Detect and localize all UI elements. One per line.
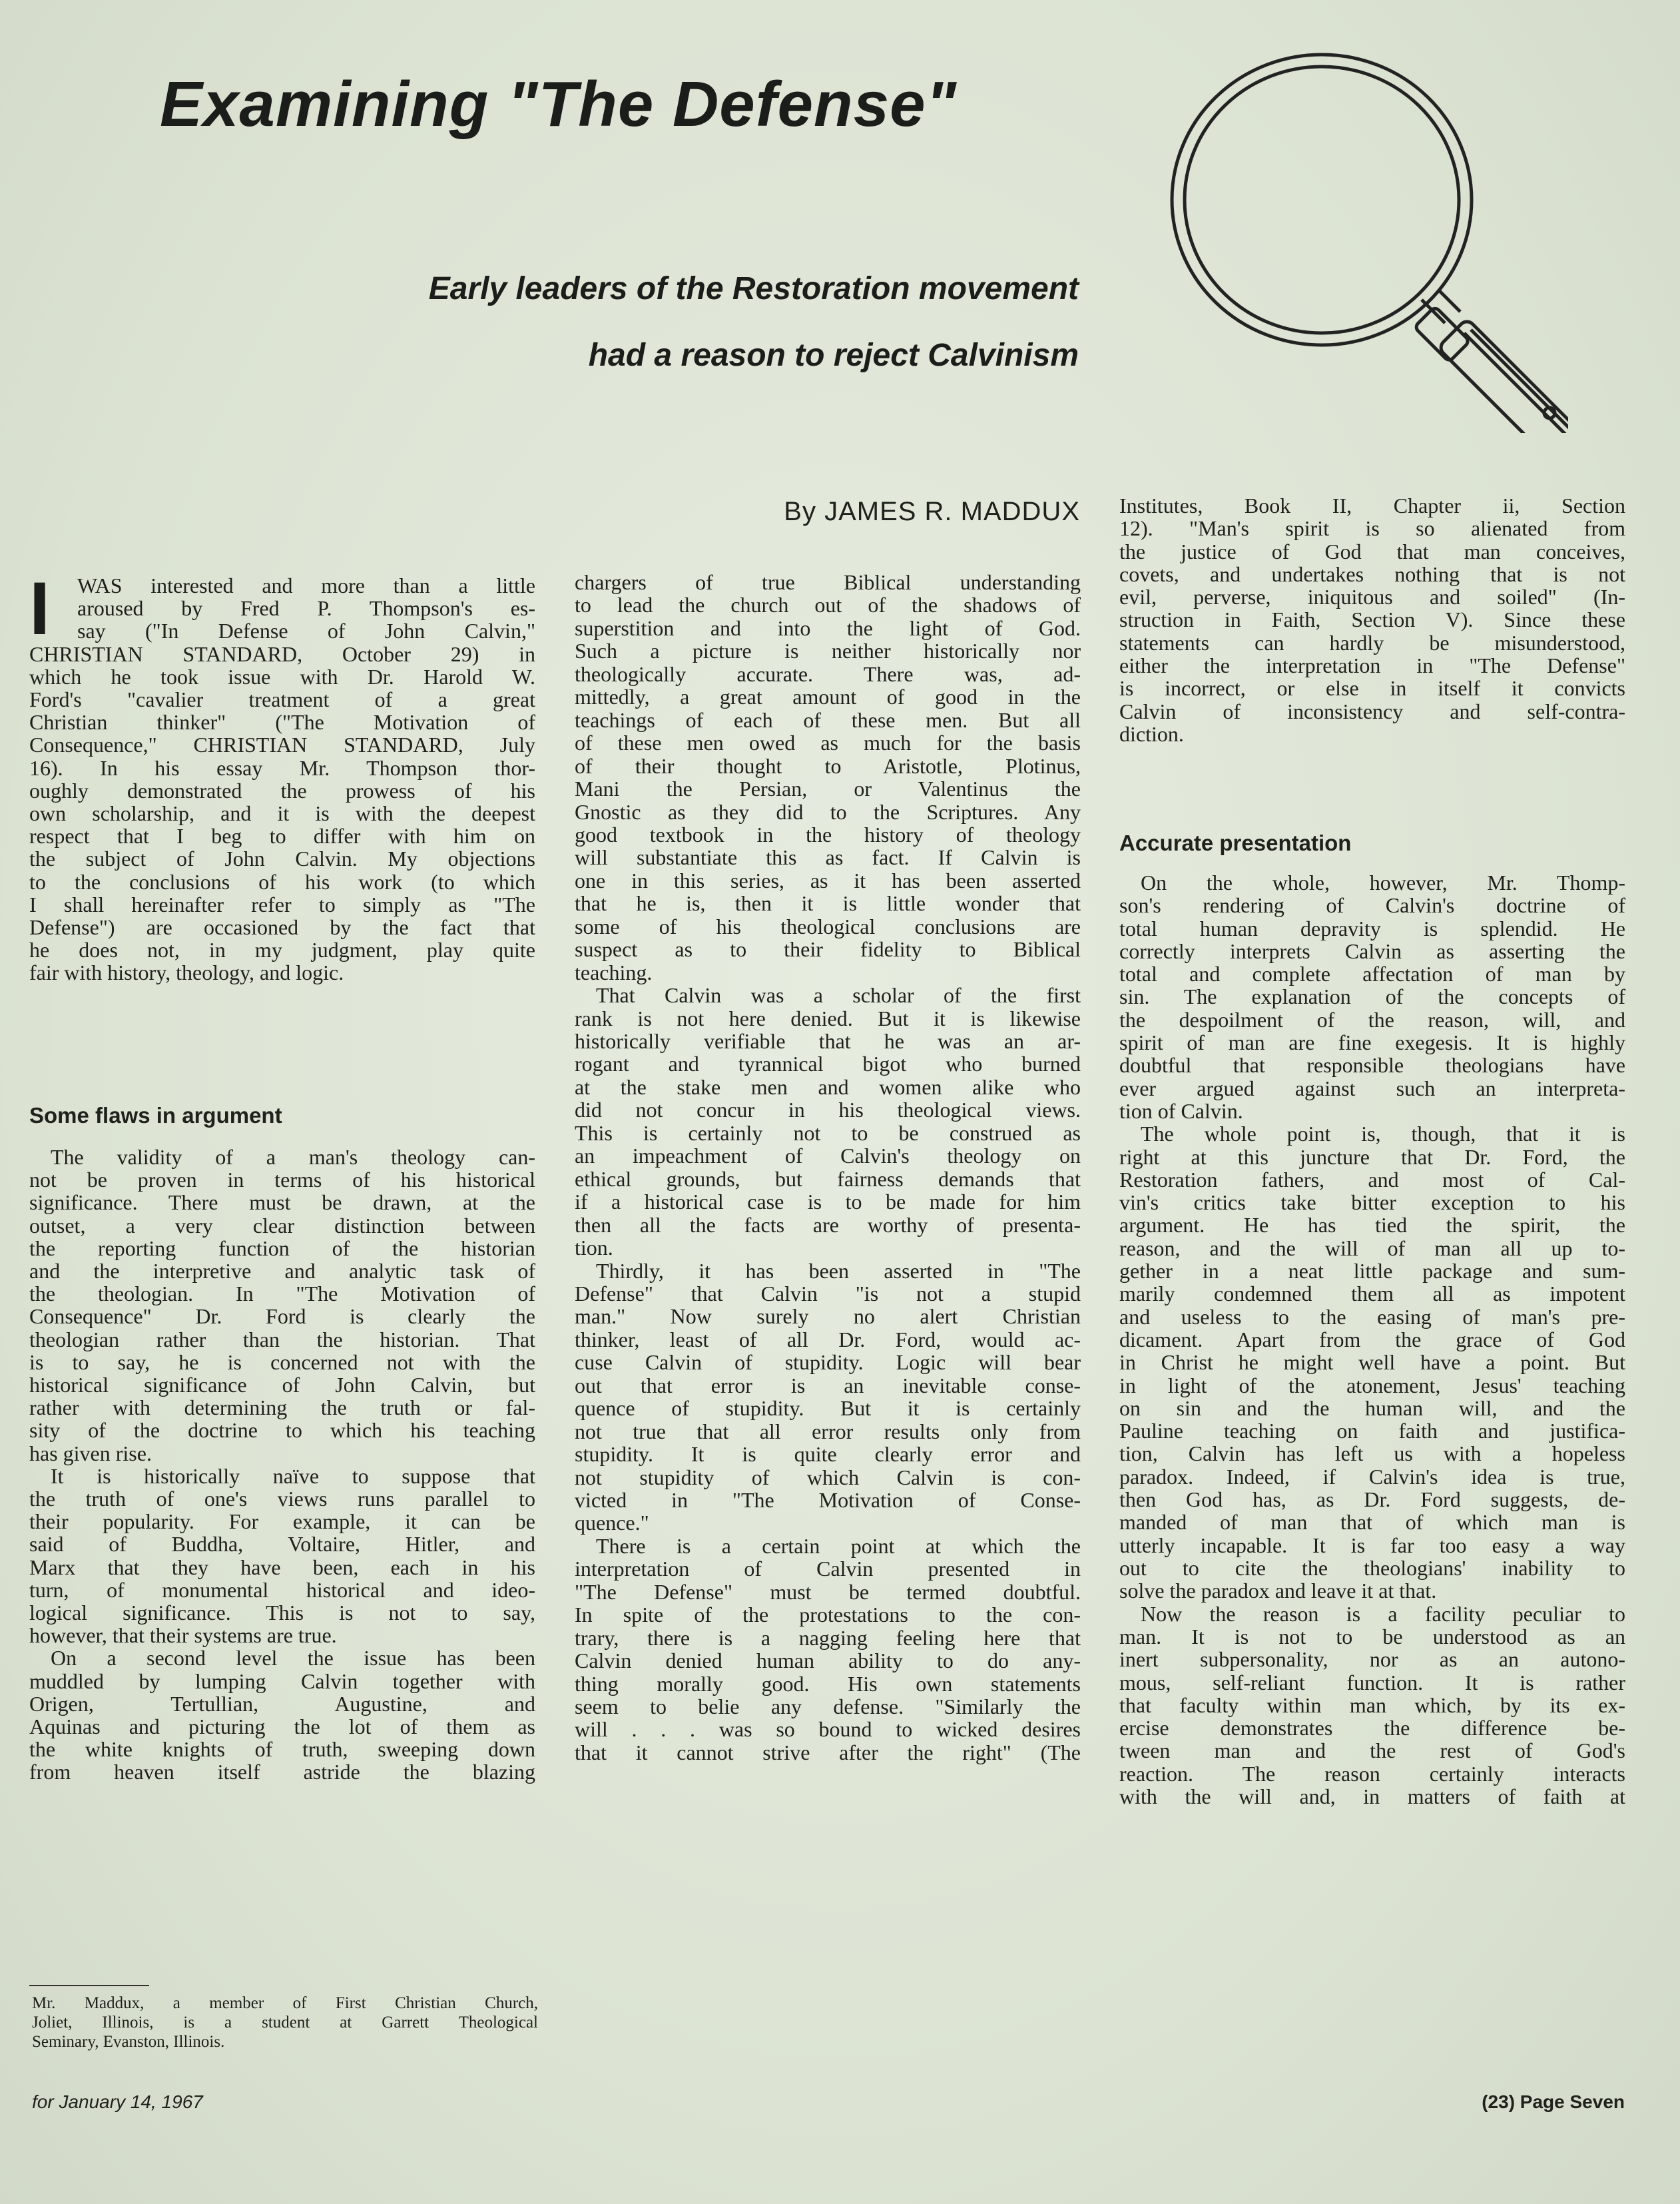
text-line: that he is, then it is little wonder that: [575, 891, 1081, 915]
article-subtitle-line-2: had a reason to reject Calvinism: [588, 338, 1079, 373]
text-line: Mani the Persian, or Valentinus the: [575, 777, 1081, 801]
text-line: paradox. Indeed, if Calvin's idea is true,: [1119, 1465, 1625, 1489]
text-line: outset, a very clear distinction between: [29, 1214, 535, 1238]
text-line: that it cannot strive after the right" (The: [575, 1740, 1081, 1764]
text-line: doubtful that responsible theologians have: [1119, 1053, 1625, 1077]
text-line: oughly demonstrated the prowess of his: [29, 779, 535, 803]
text-line: Aquinas and picturing the lot of them as: [29, 1714, 535, 1738]
text-line: an impeachment of Calvin's theology on: [575, 1144, 1081, 1168]
text-line: covets, and undertakes nothing that is not: [1119, 562, 1625, 586]
text-line: marily condemned them all as impotent: [1119, 1282, 1625, 1305]
text-line: On the whole, however, Mr. Thomp-: [1141, 871, 1625, 895]
text-line: historical significance of John Calvin, but: [29, 1373, 535, 1397]
text-line: Gnostic as they did to the Scriptures. Any: [575, 800, 1081, 824]
text-line: will . . . was so bound to wicked desires: [575, 1717, 1081, 1741]
text-line: with the will and, in matters of faith at: [1119, 1784, 1625, 1808]
text-line: the reporting function of the historian: [29, 1236, 535, 1260]
text-line: some of his theological conclusions are: [575, 915, 1081, 938]
footnote-line: Mr. Maddux, a member of First Christian Church,: [32, 1994, 538, 2012]
text-line: good textbook in the history of theology: [575, 823, 1081, 847]
text-line: This is certainly not to be construed as: [575, 1121, 1081, 1145]
text-line: the justice of God that man conceives,: [1119, 540, 1625, 563]
text-line: mittedly, a great amount of good in the: [575, 685, 1081, 709]
text-line: thinker, least of all Dr. Ford, would ac-: [575, 1327, 1081, 1351]
text-line: not true that all error results only from: [575, 1419, 1081, 1443]
text-line: Institutes, Book II, Chapter ii, Section: [1119, 494, 1625, 518]
text-line: will substantiate this as fact. If Calvin is: [575, 845, 1081, 869]
text-line: superstition and into the light of God.: [575, 616, 1081, 640]
text-line: "The Defense" must be termed doubtful.: [575, 1580, 1081, 1604]
text-line: quence.": [575, 1511, 649, 1535]
text-line: own scholarship, and it is with the deepest: [29, 801, 535, 825]
text-line: Defense") are occasioned by the fact that: [29, 915, 535, 939]
text-line: The whole point is, though, that it is: [1141, 1122, 1625, 1146]
text-line: evil, perverse, iniquitous and soiled" (In-: [1119, 585, 1625, 609]
text-line: inert subpersonality, nor as an autono-: [1119, 1647, 1625, 1671]
text-line: aroused by Fred P. Thompson's es-: [77, 596, 535, 620]
text-line: theologian rather than the historian. That: [29, 1327, 535, 1351]
text-line: the despoilment of the reason, will, and: [1119, 1008, 1625, 1032]
text-line: Defense" that Calvin "is not a stupid: [575, 1282, 1081, 1305]
text-line: vin's critics take bitter exception to his: [1119, 1190, 1625, 1214]
text-line: statements can hardly be misunderstood,: [1119, 631, 1625, 655]
text-line: interpretation of Calvin presented in: [575, 1557, 1081, 1581]
text-line: of their thought to Aristotle, Plotinus,: [575, 754, 1081, 778]
text-line: Pauline teaching on faith and justifica-: [1119, 1419, 1625, 1443]
text-line: tion.: [575, 1236, 613, 1260]
text-line: Ford's "cavalier treatment of a great: [29, 687, 535, 711]
text-line: not be proven in terms of his historical: [29, 1168, 535, 1192]
text-line: ercise demonstrates the difference be-: [1119, 1716, 1625, 1740]
article-subtitle-line-1: Early leaders of the Restoration movement: [428, 271, 1079, 306]
text-line: ever argued against such an interpreta-: [1119, 1076, 1625, 1100]
text-line: quence of stupidity. But it is certainly: [575, 1396, 1081, 1420]
text-line: which he took issue with Dr. Harold W.: [29, 665, 535, 689]
text-line: logical significance. This is not to say,: [29, 1601, 535, 1625]
text-line: dicament. Apart from the grace of God: [1119, 1327, 1625, 1351]
text-line: to the conclusions of his work (to which: [29, 870, 535, 894]
text-line: ethical grounds, but fairness demands that: [575, 1167, 1081, 1191]
text-line: argument. He has tied the spirit, the: [1119, 1213, 1625, 1237]
text-line: and the interpretive and analytic task of: [29, 1259, 535, 1283]
text-line: Such a picture is neither historically nor: [575, 639, 1081, 663]
text-line: tion of Calvin.: [1119, 1099, 1243, 1123]
text-line: in Christ he might well have a point. But: [1119, 1350, 1625, 1374]
text-line: Marx that they have been, each in his: [29, 1555, 535, 1579]
text-line: and useless to the easing of man's pre-: [1119, 1305, 1625, 1329]
text-line: total and complete affectation of man by: [1119, 962, 1625, 986]
text-line: thing morally good. His own statements: [575, 1672, 1081, 1696]
text-line: man." Now surely no alert Christian: [575, 1304, 1081, 1328]
text-line: Calvin of inconsistency and self-contra-: [1119, 699, 1625, 723]
text-line: however, that their systems are true.: [29, 1623, 337, 1647]
text-line: Consequence," CHRISTIAN STANDARD, July: [29, 733, 535, 757]
section-heading: Some flaws in argument: [29, 1103, 282, 1128]
text-line: manded of man that of which man is: [1119, 1510, 1625, 1534]
text-line: Restoration fathers, and most of Cal-: [1119, 1168, 1625, 1192]
text-line: in light of the atonement, Jesus' teaching: [1119, 1373, 1625, 1397]
text-line: did not concur in his theological views.: [575, 1098, 1081, 1122]
text-line: CHRISTIAN STANDARD, October 29) in: [29, 642, 535, 666]
text-line: he does not, in my judgment, play quite: [29, 938, 535, 962]
text-line: 16). In his essay Mr. Thompson thor-: [29, 756, 535, 780]
text-line: chargers of true Biblical understanding: [575, 570, 1081, 594]
text-line: solve the paradox and leave it at that.: [1119, 1579, 1437, 1603]
text-line: teachings of each of these men. But all: [575, 708, 1081, 732]
text-line: Christian thinker" ("The Motivation of: [29, 710, 535, 734]
text-line: to lead the church out of the shadows of: [575, 593, 1081, 617]
text-line: Origen, Tertullian, Augustine, and: [29, 1692, 535, 1716]
text-line: on sin and the human will, and the: [1119, 1396, 1625, 1420]
byline: By JAMES R. MADDUX: [784, 497, 1080, 526]
text-line: that faculty within man which, by its ex-: [1119, 1693, 1625, 1717]
text-line: sity of the doctrine to which his teaching: [29, 1418, 535, 1442]
drop-cap: I: [29, 577, 51, 641]
text-line: gether in a neat little package and sum-: [1119, 1259, 1625, 1283]
text-line: spirit of man are fine exegesis. It is highly: [1119, 1030, 1625, 1054]
text-line: 12). "Man's spirit is so alienated from: [1119, 516, 1625, 540]
text-line: mous, self-reliant function. It is rather: [1119, 1670, 1625, 1694]
text-line: the theologian. In "The Motivation of: [29, 1282, 535, 1305]
text-line: stupidity. It is quite clearly error and: [575, 1442, 1081, 1466]
text-line: struction in Faith, Section V). Since these: [1119, 607, 1625, 631]
text-line: turn, of monumental historical and ideo-: [29, 1578, 535, 1602]
text-line: respect that I beg to differ with him on: [29, 824, 535, 848]
text-line: say ("In Defense of John Calvin,": [77, 619, 535, 643]
text-line: is to say, he is concerned not with the: [29, 1350, 535, 1374]
text-line: victed in "The Motivation of Conse-: [575, 1488, 1081, 1512]
text-line: suspect as to their fidelity to Biblical: [575, 937, 1081, 961]
text-line: rather with determining the truth or fal-: [29, 1395, 535, 1419]
text-line: at the stake men and women alike who: [575, 1075, 1081, 1099]
text-line: Now the reason is a facility peculiar to: [1141, 1602, 1625, 1626]
text-line: man. It is not to be understood as an: [1119, 1625, 1625, 1649]
text-line: cuse Calvin of stupidity. Logic will bear: [575, 1350, 1081, 1374]
footnote-line: Joliet, Illinois, is a student at Garrett Theological: [32, 2014, 538, 2031]
text-line: is incorrect, or else in itself it convicts: [1119, 676, 1625, 700]
text-line: correctly interprets Calvin as asserting the: [1119, 939, 1625, 963]
text-line: utterly incapable. It is far too easy a way: [1119, 1533, 1625, 1557]
text-line: has given rise.: [29, 1441, 152, 1465]
text-line: significance. There must be drawn, at the: [29, 1190, 535, 1214]
text-line: reaction. The reason certainly interacts: [1119, 1762, 1625, 1786]
text-line: the truth of one's views runs parallel to: [29, 1487, 535, 1511]
text-line: from heaven itself astride the blazing: [29, 1760, 535, 1784]
text-line: trary, there is a nagging feeling here that: [575, 1626, 1081, 1650]
text-line: their popularity. For example, it can be: [29, 1509, 535, 1533]
text-line: In spite of the protestations to the con-: [575, 1603, 1081, 1627]
text-line: Calvin denied human ability to do any-: [575, 1649, 1081, 1672]
text-line: muddled by lumping Calvin together with: [29, 1669, 535, 1693]
text-line: Thirdly, it has been asserted in "The: [596, 1259, 1081, 1283]
magnifying-glass-icon: [1142, 40, 1568, 433]
text-line: seem to belie any defense. "Similarly the: [575, 1694, 1081, 1718]
text-line: There is a certain point at which the: [596, 1534, 1081, 1558]
text-line: fair with history, theology, and logic.: [29, 960, 344, 984]
text-line: theologically accurate. There was, ad-: [575, 662, 1081, 686]
text-line: I shall hereinafter refer to simply as "The: [29, 893, 535, 917]
text-line: said of Buddha, Voltaire, Hitler, and: [29, 1532, 535, 1556]
text-line: tween man and the rest of God's: [1119, 1738, 1625, 1762]
text-line: then all the facts are worthy of presenta-: [575, 1213, 1081, 1237]
page-number: (23) Page Seven: [1482, 2091, 1625, 2112]
text-line: That Calvin was a scholar of the first: [596, 983, 1081, 1007]
text-line: diction.: [1119, 722, 1184, 746]
text-line: sin. The explanation of the concepts of: [1119, 984, 1625, 1008]
text-line: of these men owed as much for the basis: [575, 731, 1081, 755]
text-line: out that error is an inevitable conse-: [575, 1373, 1081, 1397]
text-line: On a second level the issue has been: [51, 1646, 535, 1670]
text-line: rank is not here denied. But it is likewise: [575, 1006, 1081, 1030]
footnote-line: Seminary, Evanston, Illinois.: [32, 2033, 225, 2051]
section-heading: Accurate presentation: [1119, 831, 1352, 855]
text-line: right at this juncture that Dr. Ford, the: [1119, 1145, 1625, 1169]
text-line: tion, Calvin has left us with a hopeless: [1119, 1441, 1625, 1465]
text-line: the white knights of truth, sweeping down: [29, 1737, 535, 1761]
text-line: rogant and tyrannical bigot who burned: [575, 1052, 1081, 1076]
text-line: The validity of a man's theology can-: [51, 1145, 535, 1169]
text-line: Consequence" Dr. Ford is clearly the: [29, 1304, 535, 1328]
article-title: Examining "The Defense": [160, 69, 957, 140]
text-line: WAS interested and more than a little: [77, 573, 535, 597]
text-line: then God has, as Dr. Ford suggests, de-: [1119, 1487, 1625, 1511]
text-line: reason, and the will of man all up to-: [1119, 1236, 1625, 1260]
text-line: It is historically naïve to suppose that: [51, 1464, 535, 1488]
footnote-rule: [29, 1985, 149, 1986]
text-line: son's rendering of Calvin's doctrine of: [1119, 893, 1625, 917]
text-line: not stupidity of which Calvin is con-: [575, 1465, 1081, 1489]
text-line: if a historical case is to be made for him: [575, 1190, 1081, 1214]
text-line: either the interpretation in "The Defense": [1119, 653, 1625, 677]
text-line: teaching.: [575, 960, 653, 984]
text-line: total human depravity is splendid. He: [1119, 917, 1625, 940]
text-line: the subject of John Calvin. My objections: [29, 847, 535, 871]
text-line: one in this series, as it has been asserted: [575, 869, 1081, 893]
text-line: out to cite the theologians' inability to: [1119, 1556, 1625, 1580]
issue-date: for January 14, 1967: [32, 2091, 203, 2112]
text-line: historically verifiable that he was an ar-: [575, 1029, 1081, 1053]
